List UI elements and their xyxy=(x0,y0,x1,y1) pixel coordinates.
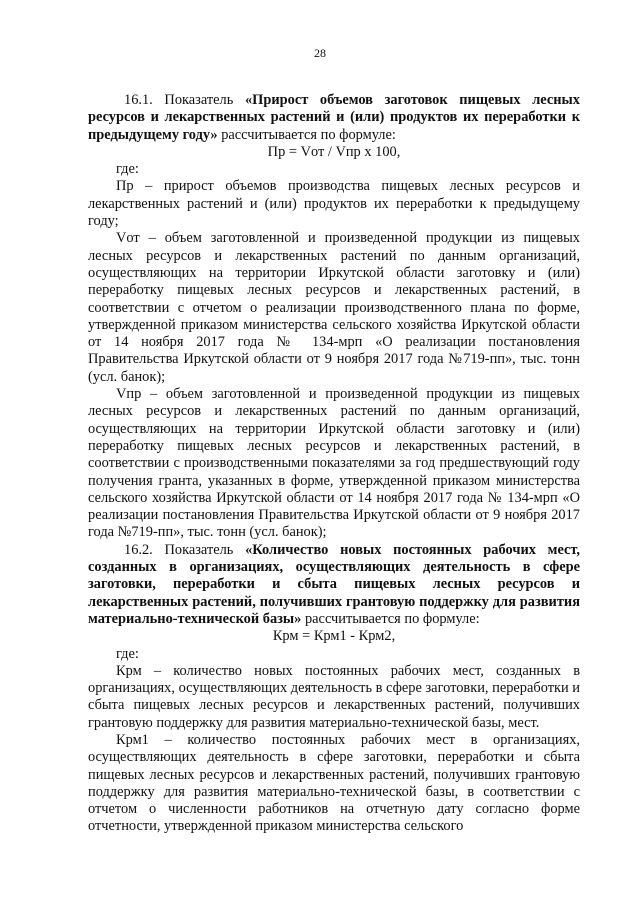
section-16-2-heading: 16.2. Показатель «Количество новых постоянных рабочих мест, созданных в организациях, осуществляющих деятельность в сфере заготовки, переработки и сбыта пищевых лесных ресурсов и лекарственных растений, получивших грантовую поддержку для развития материально-технической базы» рассчитывается по формуле: xyxy=(88,541,580,627)
definition-pr: Пр – прирост объемов производства пищевых лесных ресурсов и лекарственных растений и (или) продуктов их переработки к предыдущему году; xyxy=(88,178,580,230)
definition-krm1: Крм1 – количество постоянных рабочих мест в организациях, осуществляющих деятельность в сфере заготовки, переработки и сбыта пищевых лесных ресурсов и лекарственных растений, получивших грантовую поддержку для развития материально-технической базы, в соответствии с отчетом о численности работников на отчетную дату согласно форме отчетности, утвержденной приказом министерства сельского xyxy=(88,731,580,835)
indicator-title: «Прирост объемов заготовок пищевых лесных ресурсов и лекарственных растений и (или) продуктов их переработки к предыдущему году» xyxy=(88,92,580,143)
where-label: где: xyxy=(116,645,139,662)
formula-growth: Пр = Vот / Vпр х 100, xyxy=(267,143,401,160)
indicator-title: «Количество новых постоянных рабочих мест, созданных в организациях, осуществляющих деятельность в сфере заготовки, переработки и сбыта пищевых лесных ресурсов и лекарственных растений, получивших грантовую поддержку для развития материально-технической базы» xyxy=(88,541,580,627)
formula-jobs: Крм = Крм1 - Крм2, xyxy=(272,628,396,645)
section-16-1-heading: 16.1. Показатель «Прирост объемов заготовок пищевых лесных ресурсов и лекарственных растений и (или) продуктов их переработки к предыдущему году» рассчитывается по формуле: xyxy=(88,92,580,143)
document-body xyxy=(88,92,580,836)
definition-vot: Vот – объем заготовленной и произведенной продукции из пищевых лесных ресурсов и лекарственных растений по данным организаций, осуществляющих на территории Иркутской области заготовку и (или) переработку пищевых лесных ресурсов и лекарственных растений, в соответствии с отчетом о реализации производственного плана по форме, утвержденной приказом министерства сельского хозяйства Иркутской области от 14 ноября 2017 года № 134-мрп «О реализации постановления Правительства Иркутской области от 9 ноября 2017 года №719-пп», тыс. тонн (усл. банок); xyxy=(88,230,580,385)
definition-krm: Крм – количество новых постоянных рабочих мест, созданных в организациях, осуществляющих деятельность в сфере заготовки, переработки и сбыта пищевых лесных ресурсов и лекарственных растений, получивших грантовую поддержку для развития материально-технической базы, мест. xyxy=(88,662,580,731)
where-label: где: xyxy=(116,161,139,178)
section-number: 16.1. xyxy=(124,92,153,108)
page-number: 28 xyxy=(314,46,326,60)
section-number: 16.2. xyxy=(124,541,153,558)
definition-vpr: Vпр – объем заготовленной и произведенной продукции из пищевых лесных ресурсов и лекарственных растений по данным организаций, осуществляющих на территории Иркутской области заготовку и (или) переработку пищевых лесных ресурсов и лекарственных растений, в соответствии с производственными показателями за год предшествующий году получения гранта, указанных в форме, утвержденной приказом министерства сельского хозяйства Иркутской области от 14 ноября 2017 года № 134-мрп «О реализации постановления Правительства Иркутской области от 9 ноября 2017 года №719-пп», тыс. тонн (усл. банок); xyxy=(88,386,580,541)
